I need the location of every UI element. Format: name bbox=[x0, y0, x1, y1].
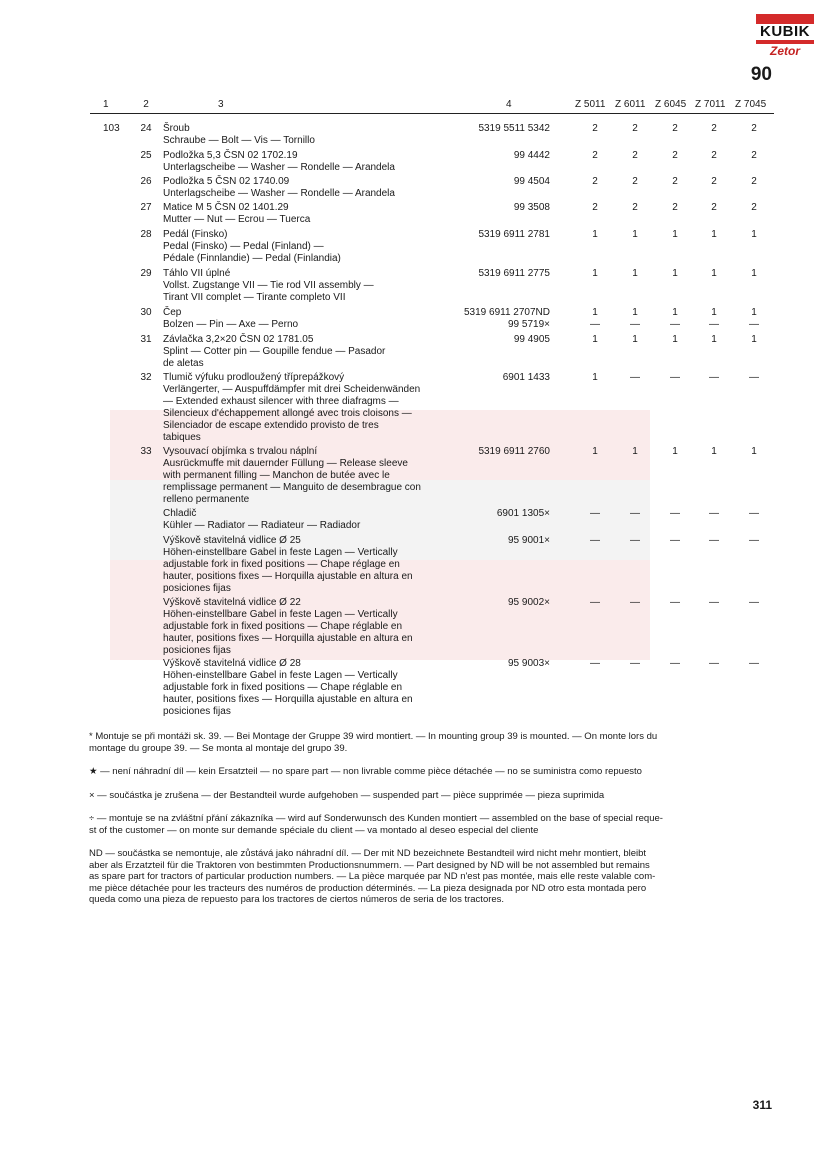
row-desc-line: relleno permanente bbox=[163, 494, 250, 505]
footnote-line: st of the customer — on monte sur demande spéciale du client — va montado al deseo especial del cliente bbox=[89, 824, 539, 836]
row-qty: — bbox=[670, 319, 680, 330]
header-rule bbox=[90, 113, 774, 114]
footnote-suspended bbox=[89, 790, 773, 802]
group-number: 90 bbox=[750, 64, 772, 85]
row-qty: 2 bbox=[751, 123, 757, 134]
footnote-line: ★ — není náhradní díl — kein Ersatzteil — no spare part — non livrable comme pièce détachée — no se suministra como repuesto bbox=[89, 766, 642, 777]
row-qty: — bbox=[590, 597, 600, 608]
row-qty: — bbox=[670, 535, 680, 546]
row-qty: 1 bbox=[672, 307, 678, 318]
row-desc-line: Táhlo VII úplné bbox=[163, 268, 231, 279]
row-qty: 1 bbox=[711, 334, 717, 345]
row-qty: — bbox=[709, 319, 719, 330]
footnote-line: ND — součástka se nemontuje, ale zůstává jako náhradní díl. — Der mit ND bezeichnete Bestandteil wird nicht mehr montiert, bleibt bbox=[89, 848, 647, 859]
row-desc-line: Čep bbox=[163, 307, 182, 318]
row-qty: — bbox=[630, 535, 640, 546]
row-qty: 1 bbox=[672, 229, 678, 240]
row-qty: 2 bbox=[711, 123, 717, 134]
row-qty: 2 bbox=[592, 202, 598, 213]
row-qty: 1 bbox=[592, 446, 598, 457]
row-qty: — bbox=[670, 597, 680, 608]
row-qty: — bbox=[749, 597, 759, 608]
row-desc-line: adjustable fork in fixed positions — Chape réglable en bbox=[163, 682, 403, 693]
row-qty: — bbox=[709, 658, 719, 669]
row-part-number: 6901 1433 bbox=[502, 372, 550, 383]
row-desc-line: Höhen-einstellbare Gabel in feste Lagen — Vertically bbox=[163, 609, 398, 620]
row-desc-line: Silencieux d'échappement allongé avec trois cloisons — bbox=[163, 408, 412, 419]
row-qty: 1 bbox=[672, 446, 678, 457]
footnote-line: me pièce détachée pour les tracteurs des numéros de production déterminés. — La pieza designada por ND otro esta montada pero bbox=[89, 882, 647, 894]
row-qty: 2 bbox=[711, 202, 717, 213]
row-qty: 1 bbox=[672, 268, 678, 279]
row-qty: — bbox=[630, 597, 640, 608]
row-qty: 1 bbox=[711, 268, 717, 279]
row-desc-line: Výškově stavitelná vidlice Ø 25 bbox=[163, 535, 301, 546]
row-qty: 1 bbox=[632, 334, 638, 345]
footnote-line: aber als Erzatzteil für die Traktoren von bestimmten Productionsnummern. — Part designed by ND will be not assembled but remains bbox=[89, 859, 650, 871]
row-part-number: 5319 6911 2781 bbox=[478, 229, 550, 240]
row-part-number: 5319 5511 5342 bbox=[478, 123, 550, 134]
footnote-line: as spare part for tractors of particular production numbers. — La pièce marquée par ND n'est pas montée, mais elle reste valable com- bbox=[89, 871, 656, 883]
row-qty: — bbox=[749, 319, 759, 330]
footnote-line: * Montuje se při montáži sk. 39. — Bei Montage der Gruppe 39 wird montiert. — In mounting group 39 is mounted. — On monte lors du bbox=[89, 731, 658, 742]
row-qty: — bbox=[709, 508, 719, 519]
row-desc-line: Unterlagscheibe — Washer — Rondelle — Arandela bbox=[163, 162, 395, 173]
row-qty: — bbox=[630, 658, 640, 669]
row-desc-line: tabiques bbox=[163, 432, 201, 443]
row-qty: 2 bbox=[672, 150, 678, 161]
row-desc-line: hauter, positions fixes — Horquilla ajustable en altura en bbox=[163, 571, 413, 582]
row-desc-line: Verlängerter, — Auspuffdämpfer mit drei Scheidenwänden bbox=[163, 384, 421, 395]
row-desc-line: with permanent filling — Manchon de butée avec le bbox=[163, 470, 390, 481]
row-qty: 2 bbox=[632, 123, 638, 134]
row-qty: 1 bbox=[632, 229, 638, 240]
row-qty: 2 bbox=[751, 150, 757, 161]
header-model: Z 6011 bbox=[615, 99, 646, 110]
footnote-no-spare bbox=[89, 766, 773, 778]
row-desc-line: Závlačka 3,2×20 ČSN 02 1781.05 bbox=[163, 334, 314, 345]
row-qty: 1 bbox=[592, 229, 598, 240]
row-item: 24 bbox=[140, 123, 152, 134]
header-model: Z 5011 bbox=[575, 99, 606, 110]
row-desc-line: Pedal (Finsko) — Pedal (Finland) — bbox=[163, 241, 324, 252]
row-item: 27 bbox=[140, 202, 152, 213]
row-qty: — bbox=[709, 372, 719, 383]
row-part-number: 5319 6911 2707ND bbox=[464, 307, 550, 318]
row-desc-line: — Extended exhaust silencer with three diafragms — bbox=[163, 396, 399, 407]
row-qty: 1 bbox=[592, 372, 598, 383]
row-qty: 1 bbox=[711, 229, 717, 240]
row-qty: 2 bbox=[751, 202, 757, 213]
row-qty: 1 bbox=[592, 307, 598, 318]
row-qty: — bbox=[670, 508, 680, 519]
row-desc-line: hauter, positions fixes — Horquilla ajustable en altura en bbox=[163, 633, 413, 644]
kubik-zetor-logo bbox=[756, 14, 814, 70]
row-desc-line: Šroub bbox=[163, 123, 190, 134]
row-part-number: 6901 1305× bbox=[496, 508, 550, 519]
row-desc-line: Pédale (Finnlandie) — Pedal (Finlandia) bbox=[163, 253, 341, 264]
row-qty: 2 bbox=[592, 150, 598, 161]
header-desc: 3 bbox=[218, 99, 224, 110]
row-qty: — bbox=[590, 658, 600, 669]
row-part-number: 5319 6911 2775 bbox=[478, 268, 550, 279]
row-qty: 2 bbox=[711, 150, 717, 161]
row-qty: — bbox=[590, 319, 600, 330]
row-qty: 2 bbox=[592, 123, 598, 134]
row-qty: 1 bbox=[751, 334, 757, 345]
row-qty: 1 bbox=[751, 229, 757, 240]
row-qty: 1 bbox=[711, 307, 717, 318]
row-qty: — bbox=[590, 535, 600, 546]
row-desc-line: Mutter — Nut — Ecrou — Tuerca bbox=[163, 214, 311, 225]
header-model: Z 7045 bbox=[735, 99, 767, 110]
row-qty: 2 bbox=[711, 176, 717, 187]
row-qty: 2 bbox=[632, 176, 638, 187]
footnote-line: montage du groupe 39. — Se monta al montaje del grupo 39. bbox=[89, 742, 348, 754]
row-desc-line: Bolzen — Pin — Axe — Perno bbox=[163, 319, 299, 330]
row-item: 31 bbox=[140, 334, 152, 345]
row-desc-line: Podložka 5 ČSN 02 1740.09 bbox=[163, 176, 290, 187]
row-qty: 2 bbox=[632, 202, 638, 213]
row-part-number: 95 9001× bbox=[508, 535, 550, 546]
header-item: 2 bbox=[143, 99, 149, 110]
row-desc-line: Höhen-einstellbare Gabel in feste Lagen — Vertically bbox=[163, 547, 398, 558]
row-desc-line: Splint — Cotter pin — Goupille fendue — Pasador bbox=[163, 346, 386, 357]
row-qty: — bbox=[630, 319, 640, 330]
row-desc-line: Matice M 5 ČSN 02 1401.29 bbox=[163, 202, 289, 213]
row-qty: 1 bbox=[632, 446, 638, 457]
row-qty: 1 bbox=[592, 268, 598, 279]
row-desc-line: Vollst. Zugstange VII — Tie rod VII assembly — bbox=[163, 280, 374, 291]
row-qty: — bbox=[749, 372, 759, 383]
row-desc-line: hauter, positions fixes — Horquilla ajustable en altura en bbox=[163, 694, 413, 705]
footnote-nd bbox=[89, 848, 773, 906]
footnote-line: queda como una pieza de repuesto para los tractores de ciertos números de seria de los tractores. bbox=[89, 894, 505, 906]
row-item: 30 bbox=[140, 307, 152, 318]
row-qty: — bbox=[749, 535, 759, 546]
row-desc-line: remplissage permanent — Manguito de desembrague con bbox=[163, 482, 421, 493]
row-qty: 1 bbox=[751, 446, 757, 457]
footnote-line: × — součástka je zrušena — der Bestandteil wurde aufgehoben — suspended part — pièce supprimée — pieza suprimida bbox=[89, 790, 605, 801]
row-desc-line: Unterlagscheibe — Washer — Rondelle — Arandela bbox=[163, 188, 395, 199]
row-item: 32 bbox=[140, 372, 152, 383]
row-qty: 1 bbox=[592, 334, 598, 345]
row-desc-line: Tirant VII complet — Tirante completo VII bbox=[163, 292, 346, 303]
row-qty: — bbox=[749, 658, 759, 669]
row-desc-line: Ausrückmuffe mit dauernder Füllung — Release sleeve bbox=[163, 458, 408, 469]
row-desc-line: posiciones fijas bbox=[163, 583, 231, 594]
row-desc-line: Schraube — Bolt — Vis — Tornillo bbox=[163, 135, 315, 146]
row-qty: 2 bbox=[632, 150, 638, 161]
row-qty: — bbox=[749, 508, 759, 519]
row-qty: — bbox=[670, 372, 680, 383]
row-desc-line: posiciones fijas bbox=[163, 706, 231, 717]
row-desc-line: Pedál (Finsko) bbox=[163, 229, 228, 240]
row-qty: 2 bbox=[672, 202, 678, 213]
row-desc-line: posiciones fijas bbox=[163, 645, 231, 656]
row-desc-line: Höhen-einstellbare Gabel in feste Lagen — Vertically bbox=[163, 670, 398, 681]
row-qty: 2 bbox=[672, 123, 678, 134]
row-part-number-alt: 99 5719× bbox=[508, 319, 550, 330]
row-qty: — bbox=[590, 508, 600, 519]
row-qty: 1 bbox=[672, 334, 678, 345]
row-desc-line: adjustable fork in fixed positions — Chape réglable en bbox=[163, 621, 403, 632]
row-part-number: 99 3508 bbox=[513, 202, 550, 213]
row-desc-line: de aletas bbox=[163, 358, 204, 369]
row-desc-line: Výškově stavitelná vidlice Ø 22 bbox=[163, 597, 301, 608]
row-desc-line: Kühler — Radiator — Radiateur — Radiador bbox=[163, 520, 361, 531]
row-qty: 1 bbox=[632, 307, 638, 318]
row-part-number: 95 9002× bbox=[508, 597, 550, 608]
header-pos: 1 bbox=[103, 99, 109, 110]
row-desc-line: Vysouvací objímka s trvalou náplní bbox=[163, 446, 318, 457]
row-qty: — bbox=[670, 658, 680, 669]
row-pos: 103 bbox=[103, 123, 120, 134]
row-item: 26 bbox=[140, 176, 152, 187]
row-item: 33 bbox=[140, 446, 152, 457]
page-number: 311 bbox=[752, 1098, 772, 1112]
header-model: Z 6045 bbox=[655, 99, 687, 110]
footnote-line: ÷ — montuje se na zvláštní přání zákazníka — wird auf Sonderwunsch des Kunden montiert — assembled on the base of special reque- bbox=[89, 813, 663, 824]
row-desc-line: Silenciador de escape extendido provisto de tres bbox=[163, 420, 379, 431]
header-model: Z 7011 bbox=[695, 99, 726, 110]
header-part: 4 bbox=[506, 99, 512, 110]
row-qty: 2 bbox=[592, 176, 598, 187]
row-qty: 1 bbox=[751, 268, 757, 279]
logo-sub: Zetor bbox=[770, 44, 800, 58]
row-desc-line: adjustable fork in fixed positions — Chape réglage en bbox=[163, 559, 400, 570]
row-qty: 2 bbox=[672, 176, 678, 187]
row-qty: 1 bbox=[632, 268, 638, 279]
row-item: 28 bbox=[140, 229, 152, 240]
row-part-number: 99 4504 bbox=[513, 176, 550, 187]
row-item: 25 bbox=[140, 150, 152, 161]
row-part-number: 5319 6911 2760 bbox=[478, 446, 550, 457]
row-desc-line: Chladič bbox=[163, 508, 197, 519]
row-desc-line: Tlumič výfuku prodloužený tříprepážkový bbox=[163, 372, 345, 383]
footnote-mounting bbox=[89, 731, 773, 754]
row-qty: 1 bbox=[711, 446, 717, 457]
row-qty: — bbox=[630, 372, 640, 383]
row-item: 29 bbox=[140, 268, 152, 279]
row-desc-line: Výškově stavitelná vidlice Ø 28 bbox=[163, 658, 301, 669]
row-qty: — bbox=[630, 508, 640, 519]
logo-brand: KUBIK bbox=[760, 23, 810, 40]
row-qty: — bbox=[709, 597, 719, 608]
row-qty: — bbox=[709, 535, 719, 546]
footnote-special-request bbox=[89, 813, 773, 836]
row-part-number: 95 9003× bbox=[508, 658, 550, 669]
row-qty: 1 bbox=[751, 307, 757, 318]
row-desc-line: Podložka 5,3 ČSN 02 1702.19 bbox=[163, 150, 298, 161]
row-qty: 2 bbox=[751, 176, 757, 187]
row-part-number: 99 4442 bbox=[513, 150, 550, 161]
row-part-number: 99 4905 bbox=[513, 334, 550, 345]
